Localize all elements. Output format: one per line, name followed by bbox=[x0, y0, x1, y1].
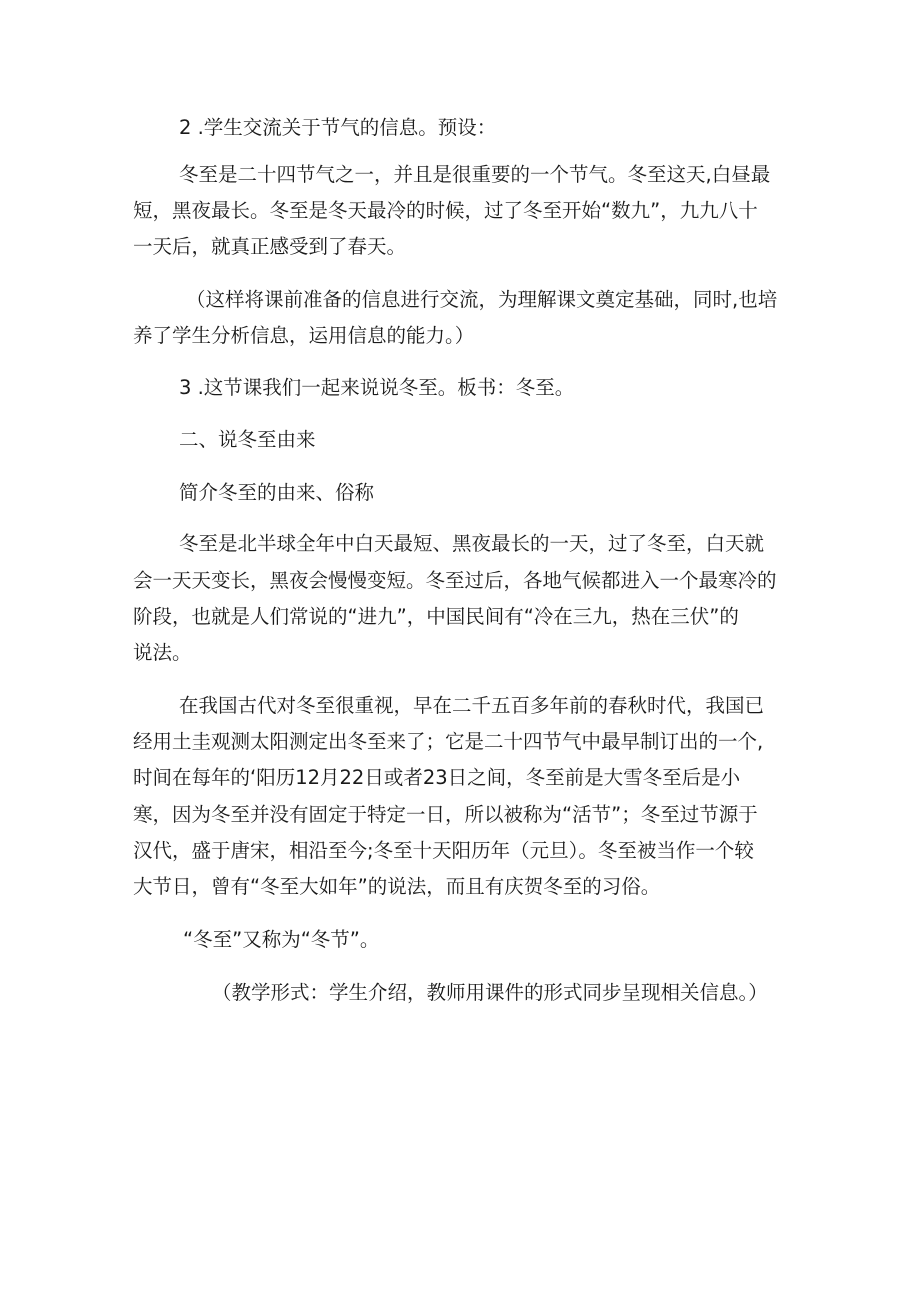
paragraph-line: 时间在每年的‘阳历12月22日或者23日之间，冬至前是大雪冬至后是小 bbox=[133, 766, 741, 789]
paragraph-line: 经用土圭观测太阳测定出冬至来了；它是二十四节气中最早制订出的一个, bbox=[133, 730, 764, 753]
paragraph-line: 说法。 bbox=[133, 641, 192, 664]
step-3-heading: 3 .这节课我们一起来说说冬至。板书：冬至。 bbox=[179, 376, 575, 399]
paragraph-line: 寒，因为冬至并没有固定于特定一日，所以被称为“活节”；冬至过节源于 bbox=[133, 803, 758, 826]
paragraph-line: 会一天天变长，黑夜会慢慢变短。冬至过后，各地气候都进入一个最寒冷的 bbox=[133, 569, 777, 592]
paragraph-line: 阶段，也就是人们常说的“进九”，中国民间有“冷在三九，热在三伏”的 bbox=[133, 605, 739, 628]
subsection-heading: 简介冬至的由来、俗称 bbox=[179, 481, 375, 504]
note-line: （这样将课前准备的信息进行交流，为理解课文奠定基础，同时,也培 bbox=[186, 288, 778, 311]
paragraph-line: 汉代，盛于唐宋，相沿至今;冬至十天阳历年（元旦）。冬至被当作一个较 bbox=[133, 839, 754, 862]
note-line: 养了学生分析信息，运用信息的能力。） bbox=[133, 324, 475, 347]
paragraph-line: 冬至是二十四节气之一，并且是很重要的一个节气。冬至这天,白昼最 bbox=[179, 163, 771, 186]
note-line: （教学形式：学生介绍，教师用课件的形式同步呈现相关信息。） bbox=[212, 981, 768, 1004]
step-2-heading: 2 .学生交流关于节气的信息。预设： bbox=[179, 116, 497, 139]
section-heading: 二、说冬至由来 bbox=[179, 428, 316, 451]
paragraph-line: 冬至是北半球全年中白天最短、黑夜最长的一天，过了冬至，白天就 bbox=[179, 532, 765, 555]
paragraph-line: 短，黑夜最长。冬至是冬天最冷的时候，过了冬至开始“数九”，九九八十 bbox=[133, 199, 758, 222]
paragraph-line: 大节日，曾有“冬至大如年”的说法，而且有庆贺冬至的习俗。 bbox=[133, 875, 661, 898]
paragraph-line: “冬至”又称为“冬节”。 bbox=[183, 928, 380, 951]
paragraph-line: 在我国古代对冬至很重视，早在二千五百多年前的春秋时代，我国已 bbox=[179, 694, 765, 717]
paragraph-line: 一天后，就真正感受到了春天。 bbox=[133, 235, 407, 258]
